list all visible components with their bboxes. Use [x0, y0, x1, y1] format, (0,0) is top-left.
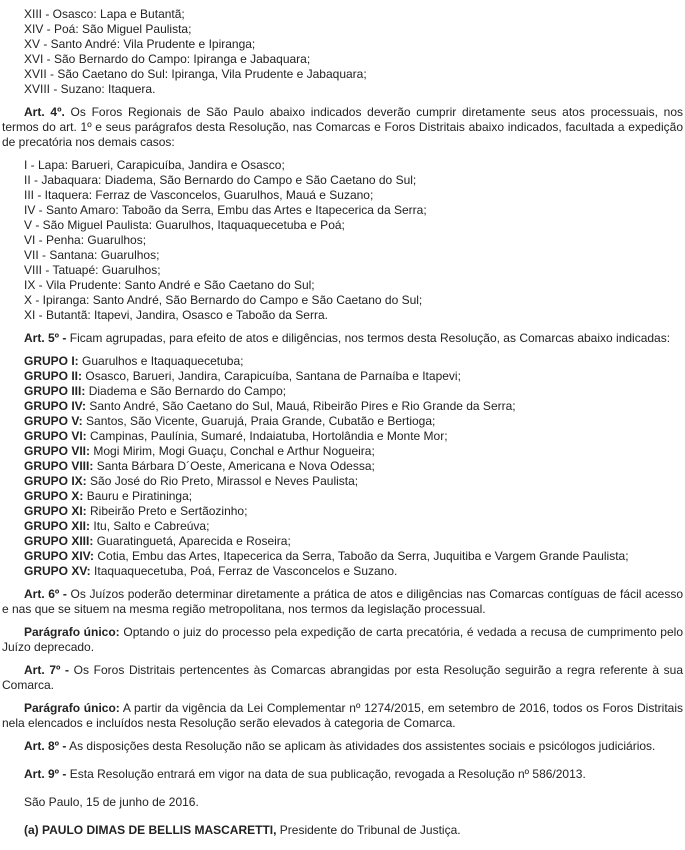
grupo-ii-line: [2, 369, 683, 384]
article-8-label: Art. 8º -: [24, 739, 67, 753]
grupo-xi-line: [2, 504, 683, 519]
list-item-v: V - São Miguel Paulista: Guarulhos, Itaquaquecetuba e Poá;: [24, 218, 345, 232]
article-7-paragraph: [2, 663, 683, 693]
paragrafo-unico-art6: [2, 625, 683, 655]
grupo-vii-body: Mogi Mirim, Mogi Guaçu, Conchal e Arthur Nogueira;: [93, 444, 375, 458]
article-9-paragraph: [2, 767, 683, 782]
grupo-iii-label: GRUPO III:: [24, 384, 86, 398]
grupo-i-body: Guarulhos e Itaquaquecetuba;: [82, 354, 244, 368]
grupo-v-label: GRUPO V:: [24, 414, 83, 428]
paragrafo-unico-art6-label: Parágrafo único:: [24, 625, 120, 639]
article-8-body: As disposições desta Resolução não se aplicam às atividades dos assistentes sociais e psicólogos judiciários.: [69, 739, 656, 753]
grupo-xiii-line: [2, 534, 683, 549]
grupo-i-label: GRUPO I:: [24, 354, 79, 368]
paragrafo-unico-art7-body: A partir da vigência da Lei Complementar nº 1274/2015, em setembro de 2016, todos os Foros Distritais nela elencados e incluídos nesta Resolução serão elevados à categoria de Comarca.: [2, 701, 684, 730]
article-7-label: Art. 7º -: [24, 663, 70, 677]
foros-regionais-list-i-xi: [2, 158, 683, 323]
grupo-ix-body: São José do Rio Preto, Mirassol e Neves Paulista;: [90, 474, 359, 488]
grupo-vi-line: [2, 429, 683, 444]
grupo-xi-body: Ribeirão Preto e Sertãozinho;: [90, 504, 248, 518]
paragrafo-unico-art6-body: Optando o juiz do processo pela expedição de carta precatória, é vedada a recusa de cumprimento pelo Juízo deprecado.: [2, 625, 683, 654]
list-item-ix: IX - Vila Prudente: Santo André e São Caetano do Sul;: [24, 278, 315, 292]
grupo-iv-line: [2, 399, 683, 414]
grupo-xi-label: GRUPO XI:: [24, 504, 87, 518]
list-item-vii: VII - Santana: Guarulhos;: [24, 248, 160, 262]
grupo-vi-body: Campinas, Paulínia, Sumaré, Indaiatuba, Hortolândia e Monte Mor;: [90, 429, 448, 443]
grupo-xiv-label: GRUPO XIV:: [24, 549, 95, 563]
list-item-xviii: XVIII - Suzano: Itaquera.: [24, 82, 156, 96]
grupo-i-line: [2, 354, 683, 369]
list-item-xv: XV - Santo André: Vila Prudente e Ipiranga;: [24, 37, 256, 51]
grupo-iv-body: Santo André, São Caetano do Sul, Mauá, Ribeirão Pires e Rio Grande da Serra;: [89, 399, 516, 413]
grupo-iii-body: Diadema e São Bernardo do Campo;: [88, 384, 287, 398]
signature-title: Presidente do Tribunal de Justiça.: [279, 823, 461, 837]
grupo-xv-body: Itaquaquecetuba, Poá, Ferraz de Vasconcelos e Suzano.: [94, 564, 398, 578]
article-4-label: Art. 4º.: [24, 105, 65, 119]
article-5-body: Ficam agrupadas, para efeito de atos e diligências, nos termos desta Resolução, as Comarcas abaixo indicadas:: [69, 331, 671, 345]
foros-regionais-list-xiii-xviii: [2, 7, 683, 97]
list-item-xiii: XIII - Osasco: Lapa e Butantã;: [24, 7, 185, 21]
grupo-xii-body: Itu, Salto e Cabreúva;: [93, 519, 210, 533]
grupo-v-body: Santos, São Vicente, Guarujá, Praia Grande, Cubatão e Bertioga;: [86, 414, 436, 428]
grupo-xii-label: GRUPO XII:: [24, 519, 91, 533]
article-6-body: Os Juízos poderão determinar diretamente a prática de atos e diligências nas Comarcas contíguas de fácil acesso e nas que se situem na mesma região metropolitana, nos termos da legislação processual.: [2, 587, 684, 616]
grupo-iv-label: GRUPO IV:: [24, 399, 87, 413]
grupo-v-line: [2, 414, 683, 429]
paragrafo-unico-art7: [2, 701, 683, 731]
list-item-xvii: XVII - São Caetano do Sul: Ipiranga, Vila Prudente e Jabaquara;: [24, 67, 367, 81]
grupo-viii-label: GRUPO VIII:: [24, 459, 94, 473]
grupos-list: [2, 354, 683, 579]
date-line: São Paulo, 15 de junho de 2016.: [24, 795, 199, 809]
grupo-x-label: GRUPO X:: [24, 489, 84, 503]
grupo-x-body: Bauru e Piratininga;: [86, 489, 193, 503]
grupo-ii-body: Osasco, Barueri, Jandira, Carapicuíba, Santana de Parnaíba e Itapevi;: [85, 369, 461, 383]
grupo-ii-label: GRUPO II:: [24, 369, 83, 383]
signature-line: [2, 823, 683, 838]
list-item-iv: IV - Santo Amaro: Taboão da Serra, Embu das Artes e Itapecerica da Serra;: [24, 203, 427, 217]
article-7-body: Os Foros Distritais pertencentes às Comarcas abrangidas por esta Resolução seguirão a regra referente à sua Comarca.: [2, 663, 683, 692]
grupo-x-line: [2, 489, 683, 504]
article-6-label: Art. 6º -: [24, 587, 67, 601]
list-item-xvi: XVI - São Bernardo do Campo: Ipiranga e Jabaquara;: [24, 52, 311, 66]
article-5-paragraph: [2, 331, 683, 346]
list-item-viii: VIII - Tatuapé: Guarulhos;: [24, 263, 161, 277]
list-item-x: X - Ipiranga: Santo André, São Bernardo do Campo e São Caetano do Sul;: [24, 293, 423, 307]
list-item-ii: II - Jabaquara: Diadema, São Bernardo do Campo e São Caetano do Sul;: [24, 173, 417, 187]
grupo-ix-label: GRUPO IX:: [24, 474, 87, 488]
list-item-xiv: XIV - Poá: São Miguel Paulista;: [24, 22, 192, 36]
grupo-vii-line: [2, 444, 683, 459]
grupo-xv-line: [2, 564, 683, 579]
grupo-viii-line: [2, 459, 683, 474]
article-8-paragraph: [2, 739, 683, 754]
article-9-body: Esta Resolução entrará em vigor na data de sua publicação, revogada a Resolução nº 586/2013.: [69, 767, 586, 781]
grupo-iii-line: [2, 384, 683, 399]
article-4-body: Os Foros Regionais de São Paulo abaixo indicados deverão cumprir diretamente seus atos processuais, nos termos do art. 1º e seus parágrafos desta Resolução, nas Comarcas e Foros Distritais abaixo indicados, facultada a expedição de precatória nos demais casos:: [2, 105, 684, 149]
list-item-iii: III - Itaquera: Ferraz de Vasconcelos, Guarulhos, Mauá e Suzano;: [24, 188, 374, 202]
grupo-ix-line: [2, 474, 683, 489]
grupo-vi-label: GRUPO VI:: [24, 429, 87, 443]
list-item-vi: VI - Penha: Guarulhos;: [24, 233, 147, 247]
grupo-vii-label: GRUPO VII:: [24, 444, 91, 458]
grupo-xiii-body: Guaratinguetá, Aparecida e Roseira;: [96, 534, 291, 548]
grupo-xiv-body: Cotia, Embu das Artes, Itapecerica da Serra, Taboão da Serra, Juquitiba e Vargem Grande Paulista;: [97, 549, 629, 563]
paragrafo-unico-art7-label: Parágrafo único:: [24, 701, 120, 715]
signature-name: (a) PAULO DIMAS DE BELLIS MASCARETTI,: [24, 823, 277, 837]
list-item-xi: XI - Butantã: Itapevi, Jandira, Osasco e Taboão da Serra.: [24, 308, 328, 322]
list-item-i: I - Lapa: Barueri, Carapicuíba, Jandira e Osasco;: [24, 158, 285, 172]
grupo-xiv-line: [2, 549, 683, 564]
article-9-label: Art. 9º -: [24, 767, 67, 781]
article-6-paragraph: [2, 587, 683, 617]
article-5-label: Art. 5º -: [24, 331, 67, 345]
grupo-xv-label: GRUPO XV:: [24, 564, 91, 578]
grupo-viii-body: Santa Bárbara D´Oeste, Americana e Nova Odessa;: [96, 459, 375, 473]
grupo-xii-line: [2, 519, 683, 534]
grupo-xiii-label: GRUPO XIII:: [24, 534, 94, 548]
article-4-paragraph: [2, 105, 683, 150]
